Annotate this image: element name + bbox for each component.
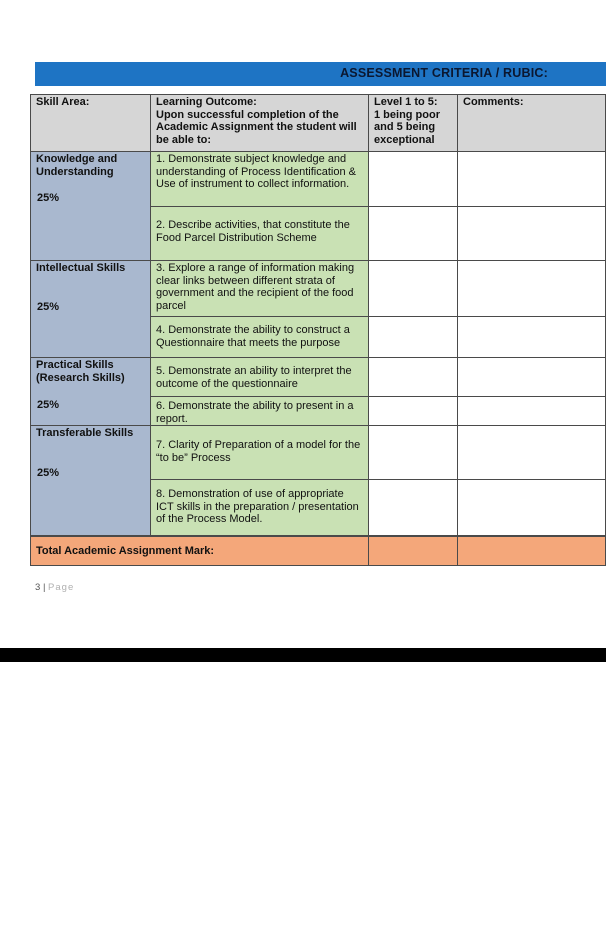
level-input-cell[interactable] [368,316,458,358]
comments-input-cell[interactable] [457,151,606,207]
outcome-cell: 1. Demonstrate subject knowledge and understanding of Process Identification & Use of instrument to collect information. [150,151,369,207]
black-divider-bar [0,648,606,662]
comments-input-cell[interactable] [457,479,606,536]
outcome-cell: 2. Describe activities, that constitute the Food Parcel Distribution Scheme [150,206,369,261]
comments-input-cell[interactable] [457,260,606,317]
rubric-table [30,94,606,566]
level-input-cell[interactable] [368,396,458,426]
rubric-title: ASSESSMENT CRITERIA / RUBIC: [340,66,548,80]
skill-name: Intellectual Skills [36,262,126,274]
skill-name: Knowledge and Understanding [36,153,118,178]
skill-area-cell [30,260,151,358]
outcome-cell: 4. Demonstrate the ability to construct a Questionnaire that meets the purpose [150,316,369,358]
skill-weight: 25% [37,467,60,479]
page-footer [35,582,74,593]
level-input-cell[interactable] [368,260,458,317]
level-input-cell[interactable] [368,206,458,261]
footer-separator: | [42,582,49,593]
outcome-cell: 8. Demonstration of use of appropriate ICT skills in the preparation / presentation of the Process Model. [150,479,369,536]
skill-area-cell [30,425,151,536]
rubric-banner [35,62,606,86]
outcome-cell: 7. Clarity of Preparation of a model for the “to be” Process [150,425,369,480]
skill-area-cell [30,151,151,261]
total-comments-cell[interactable] [457,536,606,566]
skill-weight: 25% [37,301,60,313]
comments-input-cell[interactable] [457,206,606,261]
header-learning-outcome: Learning Outcome: Upon successful completion of the Academic Assignment the student will be able to: [150,94,369,152]
comments-input-cell[interactable] [457,316,606,358]
outcome-cell: 5. Demonstrate an ability to interpret the outcome of the questionnaire [150,357,369,397]
comments-input-cell[interactable] [457,396,606,426]
header-skill-area: Skill Area: [30,94,151,152]
outcome-cell: 6. Demonstrate the ability to present in a report. [150,396,369,426]
total-level-cell[interactable] [368,536,458,566]
level-input-cell[interactable] [368,425,458,480]
comments-input-cell[interactable] [457,425,606,480]
skill-weight: 25% [37,399,60,411]
page-number: 3 [35,582,41,593]
total-mark-label: Total Academic Assignment Mark: [30,536,369,566]
skill-name: Practical Skills (Research Skills) [36,359,125,384]
skill-weight: 25% [37,192,60,204]
skill-name: Transferable Skills [36,427,134,439]
level-input-cell[interactable] [368,357,458,397]
level-input-cell[interactable] [368,151,458,207]
outcome-cell: 3. Explore a range of information making clear links between different strata of government and the recipient of the food parcel [150,260,369,317]
comments-input-cell[interactable] [457,357,606,397]
level-input-cell[interactable] [368,479,458,536]
header-level: Level 1 to 5: 1 being poor and 5 being exceptional [368,94,458,152]
header-comments: Comments: [457,94,606,152]
page-word: Page [48,582,75,593]
skill-area-cell [30,357,151,426]
